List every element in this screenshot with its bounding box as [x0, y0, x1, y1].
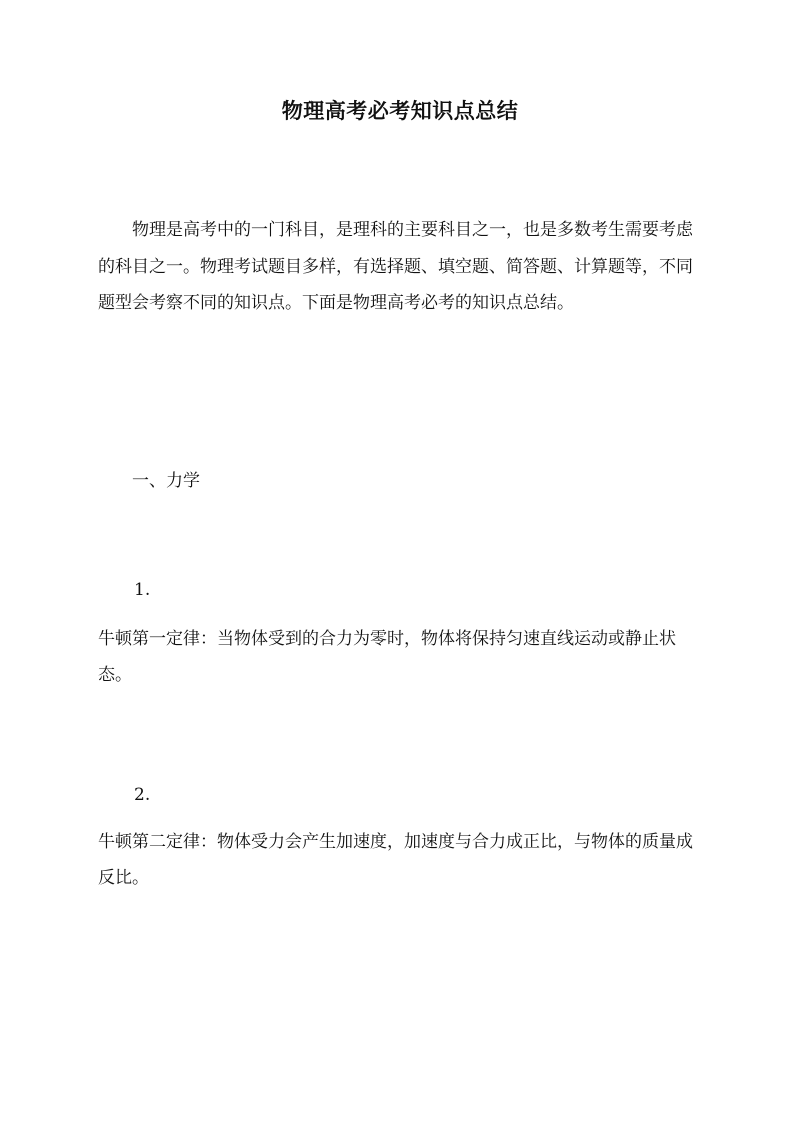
item-text-1: 牛顿第一定律：当物体受到的合力为零时，物体将保持匀速直线运动或静止状态。 — [98, 629, 676, 685]
item-text-2: 牛顿第二定律：物体受力会产生加速度，加速度与合力成正比，与物体的质量成反比。 — [98, 832, 693, 888]
section-heading: 一、力学 — [132, 471, 200, 491]
document-title: 物理高考必考知识点总结 — [281, 98, 519, 123]
item-number-1: 1. — [134, 580, 151, 600]
intro-paragraph: 物理是高考中的一门科目，是理科的主要科目之一，也是多数考生需要考虑的科目之一。物理考试题目多样，有选择题、填空题、简答题、计算题等，不同题型会考察不同的知识点。下面是物理高考必考的知识点总结。 — [98, 220, 693, 313]
item-number-2: 2. — [134, 785, 151, 805]
